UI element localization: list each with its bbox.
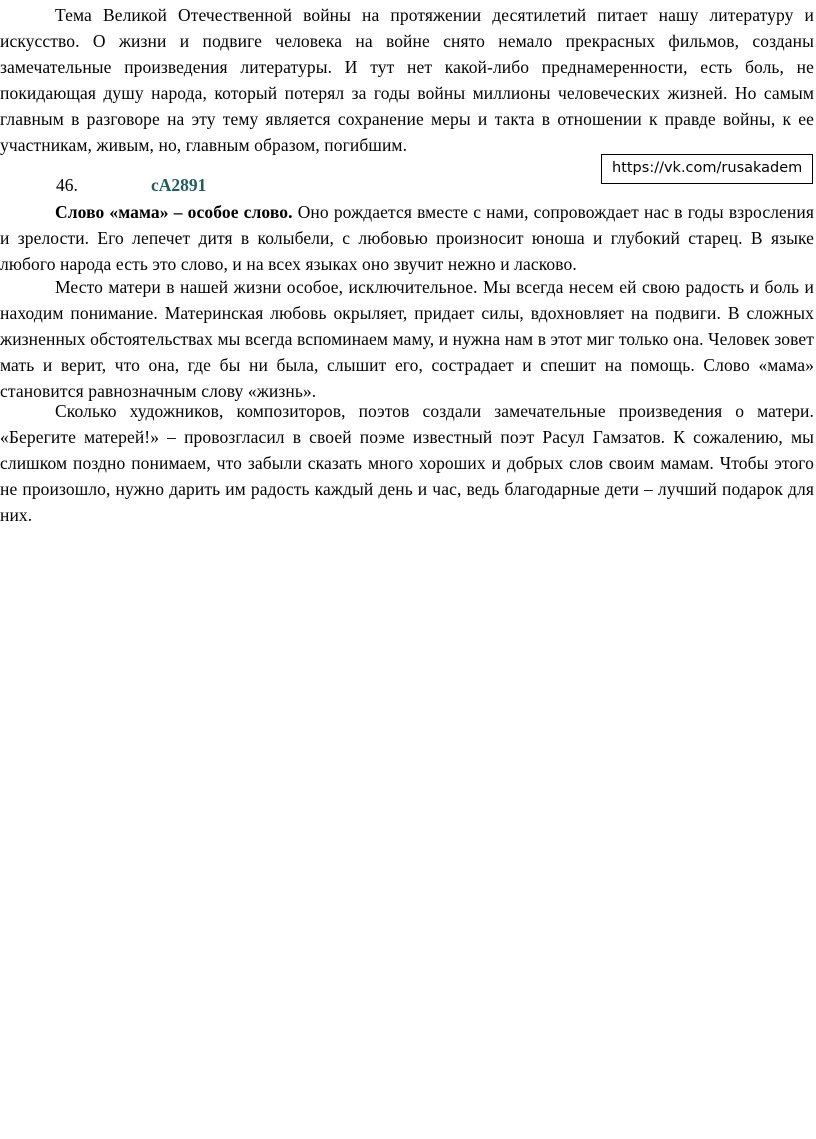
task-number: 46. (56, 175, 78, 195)
task-code: сА2891 (151, 175, 207, 195)
task-paragraph-3: Сколько художников, композиторов, поэтов создали замечательные произведения о матери. «Берегите матерей!» – провозгласил в своей поэме известный поэт Расул Гамзатов. К сожалению, мы слишком поздно понимаем, что забыли сказать много хороших и добрых слов своим мамам. Чтобы этого не произошло, нужно дарить им радость каждый день и час, ведь благодарные дети – лучший подарок для них. (0, 401, 814, 525)
vk-link-box[interactable]: https://vk.com/rusakadem (601, 154, 813, 184)
task-paragraph-1-text: Оно рождается вместе с нами, сопровождает нас в годы взросления и зрелости. Его лепечет дитя в колыбели, с любовью произносит юноша и глубокий старец. В языке любого народа есть это слово, и на всех языках оно звучит нежно и ласково. (0, 202, 814, 274)
task-lead-phrase: Слово «мама» – особое слово. (55, 202, 293, 222)
intro-paragraph: Тема Великой Отечественной войны на протяжении десятилетий питает нашу литературу и искусство. О жизни и подвиге человека на войне снято немало прекрасных фильмов, созданы замечательные произведения литературы. И тут нет какой-либо преднамеренности, есть боль, не покидающая душу народа, который потерял за годы войны миллионы человеческих жизней. Но самым главным в разговоре на эту тему является сохранение меры и такта в отношении к правде войны, к ее участникам, живым, но, главным образом, погибшим. (0, 5, 814, 155)
task-paragraph-1 (0, 199, 814, 277)
task-paragraph-2: Место матери в нашей жизни особое, исключительное. Мы всегда несем ей свою радость и боль и находим понимание. Материнская любовь окрыляет, придает силы, вдохновляет на подвиги. В сложных жизненных обстоятельствах мы всегда вспоминаем маму, и нужна нам в этот миг только она. Человек зовет мать и верит, что она, где бы ни была, слышит его, сострадает и спешит на помощь. Слово «мама» становится равнозначным слову «жизнь». (0, 277, 814, 401)
